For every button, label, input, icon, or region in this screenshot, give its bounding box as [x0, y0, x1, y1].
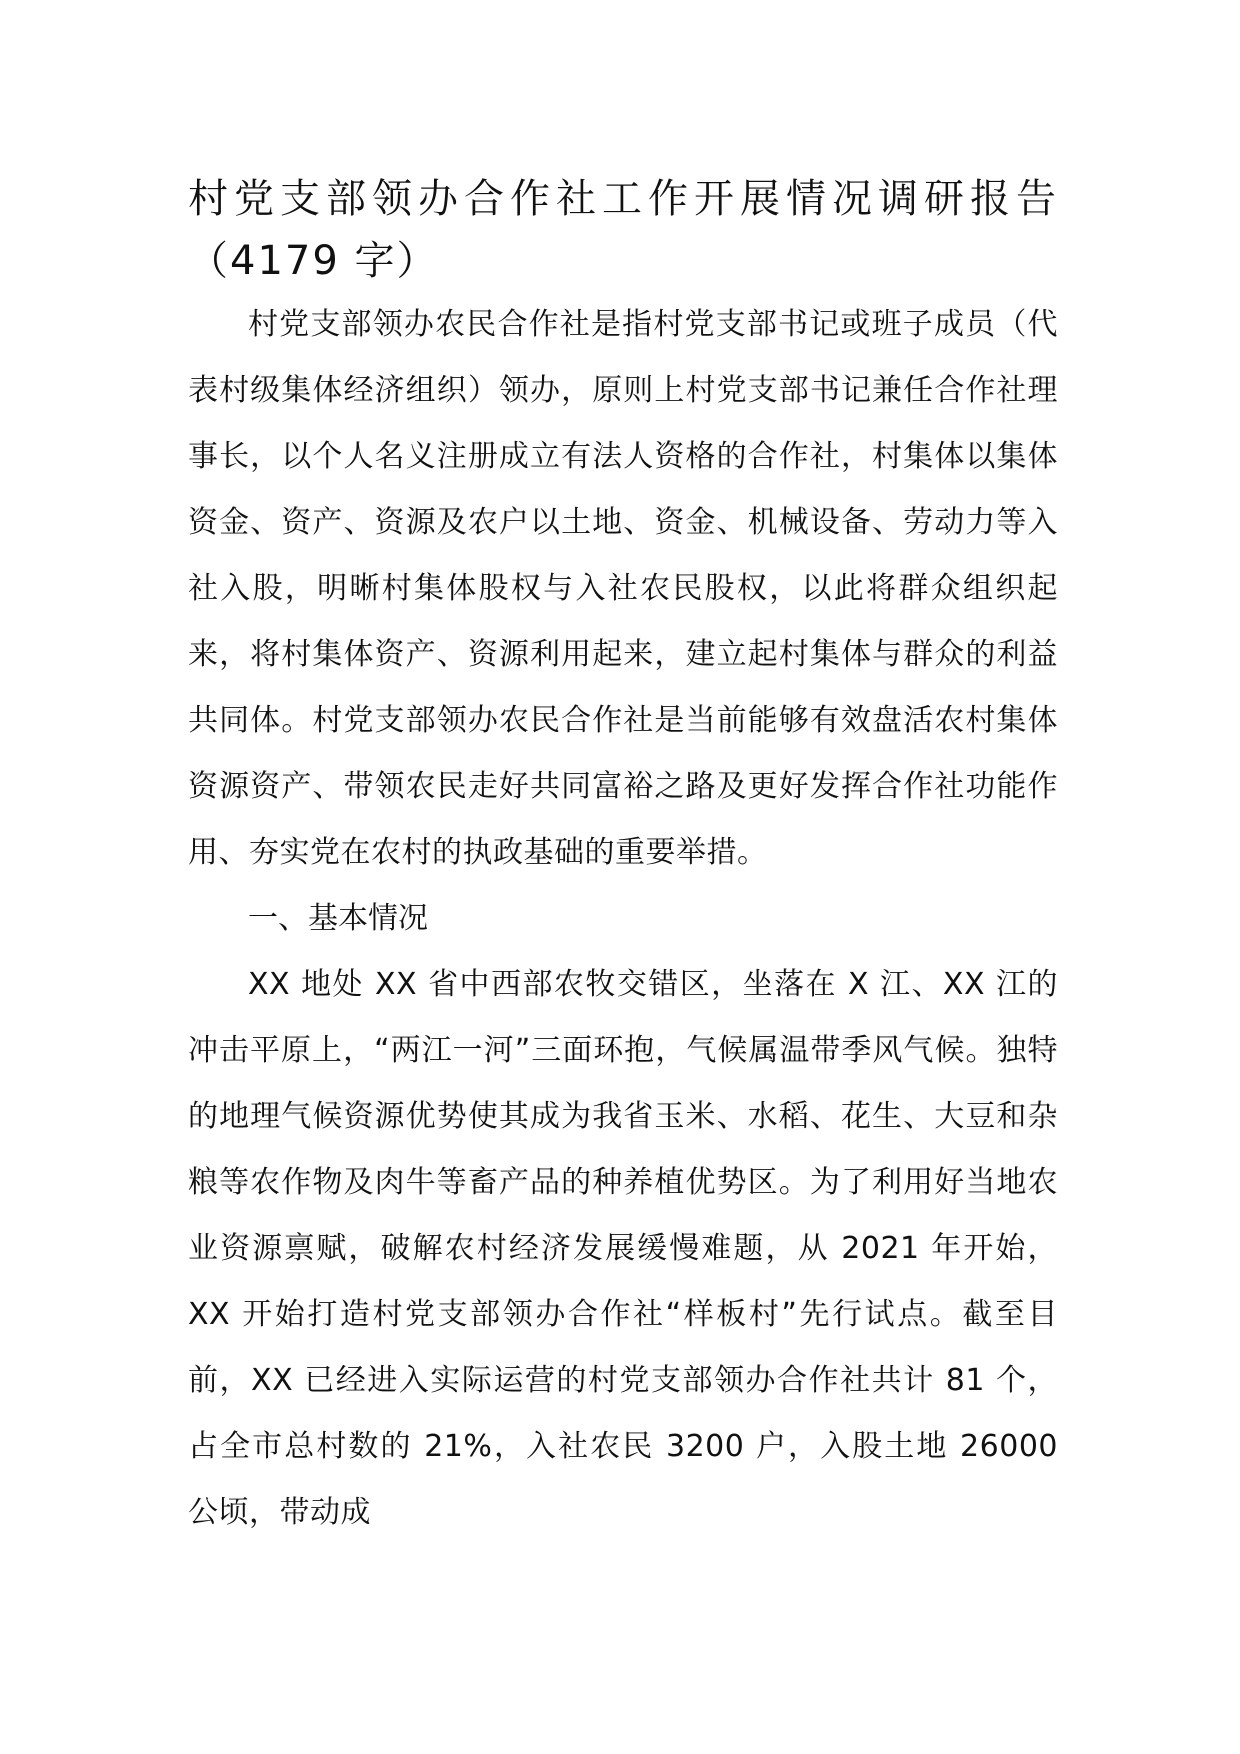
- section-paragraph: XX 地处 XX 省中西部农牧交错区，坐落在 X 江、XX 江的冲击平原上，“两江一河”三面环抱，气候属温带季风气候。独特的地理气候资源优势使其成为我省玉米、水稻、花生、大豆和杂粮等农作物及肉牛等畜产品的种养植优势区。为了利用好当地农业资源禀赋，破解农村经济发展缓慢难题，从 2021 年开始，XX 开始打造村党支部领办合作社“样板村”先行试点。截至目前，XX 已经进入实际运营的村党支部领办合作社共计 81 个，占全市总村数的 21%，入社农民 3200 户，入股土地 26000 公顷，带动成: [188, 967, 1058, 1530]
- intro-paragraph: 村党支部领办农民合作社是指村党支部书记或班子成员（代表村级集体经济组织）领办，原则上村党支部书记兼任合作社理事长，以个人名义注册成立有法人资格的合作社，村集体以集体资金、资产、资源及农户以土地、资金、机械设备、劳动力等入社入股，明晰村集体股权与入社农民股权，以此将群众组织起来，将村集体资产、资源利用起来，建立起村集体与群众的利益共同体。村党支部领办农民合作社是当前能够有效盘活农村集体资源资产、带领农民走好共同富裕之路及更好发挥合作社功能作用、夯实党在农村的执政基础的重要举措。: [188, 307, 1058, 870]
- section-heading: 一、基本情况: [248, 901, 428, 936]
- document-title: 村党支部领办合作社工作开展情况调研报告（4179 字）: [188, 176, 1058, 284]
- document-page: [188, 168, 1058, 1546]
